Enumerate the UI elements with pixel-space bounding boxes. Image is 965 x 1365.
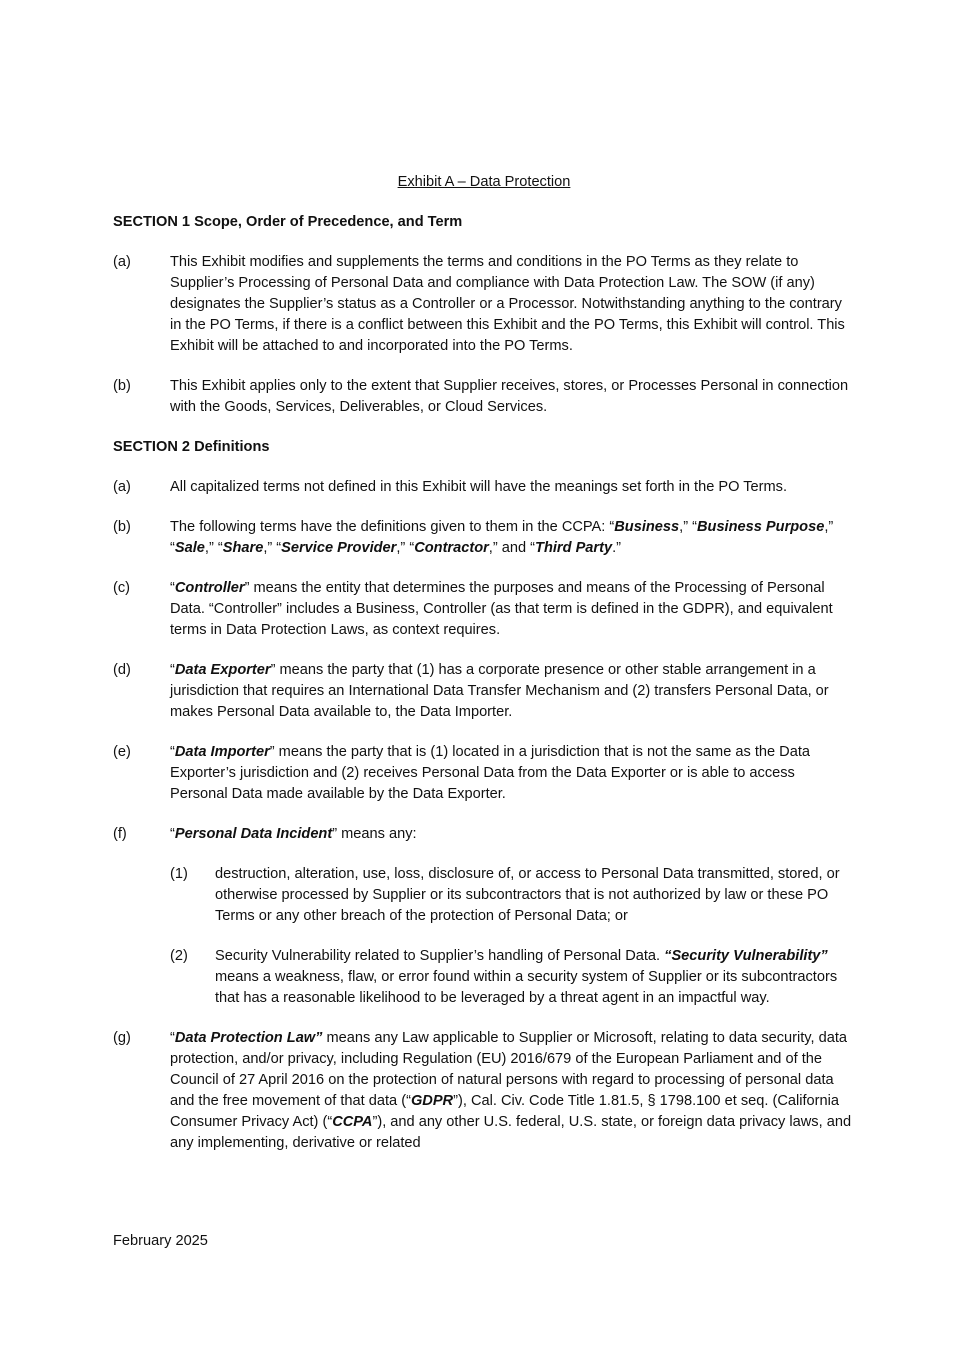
clause-text bbox=[170, 517, 855, 559]
document-title: Exhibit A – Data Protection bbox=[397, 174, 571, 190]
subclause-text bbox=[215, 946, 855, 1009]
text-run: means a weakness, flaw, or error found within a security system of Supplier or its subcontractors that has a reasonable likelihood to be leveraged by a threat agent in an impactful way. bbox=[215, 969, 838, 1006]
subclause-2f-2 bbox=[170, 946, 855, 1009]
clause-label: (a) bbox=[113, 479, 131, 495]
text-run: “ bbox=[170, 744, 175, 760]
text-run: ,” “ bbox=[263, 540, 282, 556]
clause-2a bbox=[113, 477, 855, 498]
clause-2c bbox=[113, 578, 855, 641]
clause-text bbox=[170, 578, 855, 641]
defined-term: Data Protection Law” bbox=[174, 1030, 323, 1046]
clause-1a bbox=[113, 252, 855, 357]
clause-label: (c) bbox=[113, 580, 131, 596]
defined-term: Third Party bbox=[535, 540, 613, 556]
text-run: ” means the entity that determines the purposes and means of the Processing of Personal Data. “Controller” includes a Business, Controller (as that term is defined in the GDPR), and equivalent terms in Data Protection Laws, as context requires. bbox=[170, 580, 833, 638]
defined-term: GDPR bbox=[410, 1093, 454, 1109]
clause-text bbox=[170, 1028, 855, 1154]
text-run: ”), and any other U.S. federal, U.S. state, or foreign data privacy laws, and any implementing, derivative or related bbox=[170, 1114, 852, 1151]
text-run: Security Vulnerability related to Supplier’s handling of Personal Data. bbox=[215, 948, 665, 964]
clause-text bbox=[170, 824, 855, 845]
clause-2f bbox=[113, 824, 855, 845]
clause-text: This Exhibit applies only to the extent that Supplier receives, stores, or Processes Personal in connection with the Goods, Services, Deliverables, or Cloud Services. bbox=[170, 378, 849, 415]
clause-label: (e) bbox=[113, 744, 131, 760]
clause-label: (b) bbox=[113, 378, 131, 394]
subclause-2f-1 bbox=[170, 864, 855, 927]
section-1-heading: SECTION 1 Scope, Order of Precedence, and Term bbox=[113, 214, 463, 230]
subclause-text: destruction, alteration, use, loss, disclosure of, or access to Personal Data transmitted, stored, or otherwise processed by Supplier or its subcontractors that is not authorized by law or these PO Terms or any other breach of the protection of Personal Data; or bbox=[215, 866, 840, 924]
text-run: .” bbox=[612, 540, 621, 556]
clause-2g bbox=[113, 1028, 855, 1154]
text-run: “ bbox=[170, 826, 175, 842]
defined-term: Personal Data Incident bbox=[174, 826, 333, 842]
defined-term: Sale bbox=[174, 540, 205, 556]
defined-term: Business Purpose bbox=[696, 519, 825, 535]
defined-term: Data Exporter bbox=[174, 662, 271, 678]
defined-term: Controller bbox=[174, 580, 245, 596]
defined-term: Data Importer bbox=[174, 744, 270, 760]
text-run: ” means the party that is (1) located in a jurisdiction that is not the same as the Data Exporter’s jurisdiction and (2) receives Personal Data from the Data Exporter or is able to access Personal Data made available by the Data Exporter. bbox=[170, 744, 811, 802]
text-run: ,” “ bbox=[396, 540, 415, 556]
defined-term: Service Provider bbox=[281, 540, 397, 556]
clause-1b bbox=[113, 376, 855, 418]
clause-label: (b) bbox=[113, 519, 131, 535]
text-run: ”), Cal. Civ. Code Title 1.81.5, § 1798.100 et seq. (California Consumer Privacy Act) (“ bbox=[170, 1093, 839, 1130]
text-run: ,” “ bbox=[170, 519, 834, 556]
clause-text bbox=[170, 660, 855, 723]
text-run: “ bbox=[170, 1030, 175, 1046]
subclause-label: (2) bbox=[170, 948, 188, 964]
defined-term: Business bbox=[614, 519, 680, 535]
clause-label: (a) bbox=[113, 254, 131, 270]
clause-label: (f) bbox=[113, 826, 127, 842]
section-2-heading: SECTION 2 Definitions bbox=[113, 439, 270, 455]
text-run: ” means any: bbox=[332, 826, 417, 842]
defined-term: “Security Vulnerability” bbox=[664, 948, 828, 964]
clause-2b bbox=[113, 517, 855, 559]
clause-text: All capitalized terms not defined in this Exhibit will have the meanings set forth in the PO Terms. bbox=[170, 479, 788, 495]
text-run: ,” and “ bbox=[488, 540, 536, 556]
defined-term: Contractor bbox=[414, 540, 489, 556]
text-run: The following terms have the definitions given to them in the CCPA: “ bbox=[170, 519, 615, 535]
text-run: ” means the party that (1) has a corporate presence or other stable arrangement in a jurisdiction that requires an International Data Transfer Mechanism and (2) transfers Personal Data, or makes Personal Data available to, the Data Importer. bbox=[170, 662, 829, 720]
clause-label: (d) bbox=[113, 662, 131, 678]
clause-label: (g) bbox=[113, 1030, 131, 1046]
page-footer-date: February 2025 bbox=[113, 1233, 208, 1249]
clause-text bbox=[170, 742, 855, 805]
clause-text: This Exhibit modifies and supplements the terms and conditions in the PO Terms as they relate to Supplier’s Processing of Personal Data and compliance with Data Protection Law. The SOW (if any) designates the Supplier’s status as a Controller or a Processor. Notwithstanding anything to the contrary in the PO Terms, if there is a conflict between this Exhibit and the PO Terms, this Exhibit will control. This Exhibit will be attached to and incorporated into the PO Terms. bbox=[170, 254, 845, 354]
text-run: ,” “ bbox=[204, 540, 223, 556]
clause-2d bbox=[113, 660, 855, 723]
text-run: “ bbox=[170, 580, 175, 596]
defined-term: CCPA bbox=[332, 1114, 373, 1130]
text-run: means any Law applicable to Supplier or Microsoft, relating to data security, data protection, and/or privacy, including Regulation (EU) 2016/679 of the European Parliament and of the Council of 27 April 2016 on the protection of natural persons with regard to processing of personal data and the free movement of that data (“ bbox=[170, 1030, 848, 1109]
defined-term: Share bbox=[222, 540, 264, 556]
text-run: ,” “ bbox=[679, 519, 697, 535]
clause-2e bbox=[113, 742, 855, 805]
document-body bbox=[113, 172, 855, 1173]
subclause-label: (1) bbox=[170, 866, 188, 882]
text-run: “ bbox=[170, 662, 175, 678]
